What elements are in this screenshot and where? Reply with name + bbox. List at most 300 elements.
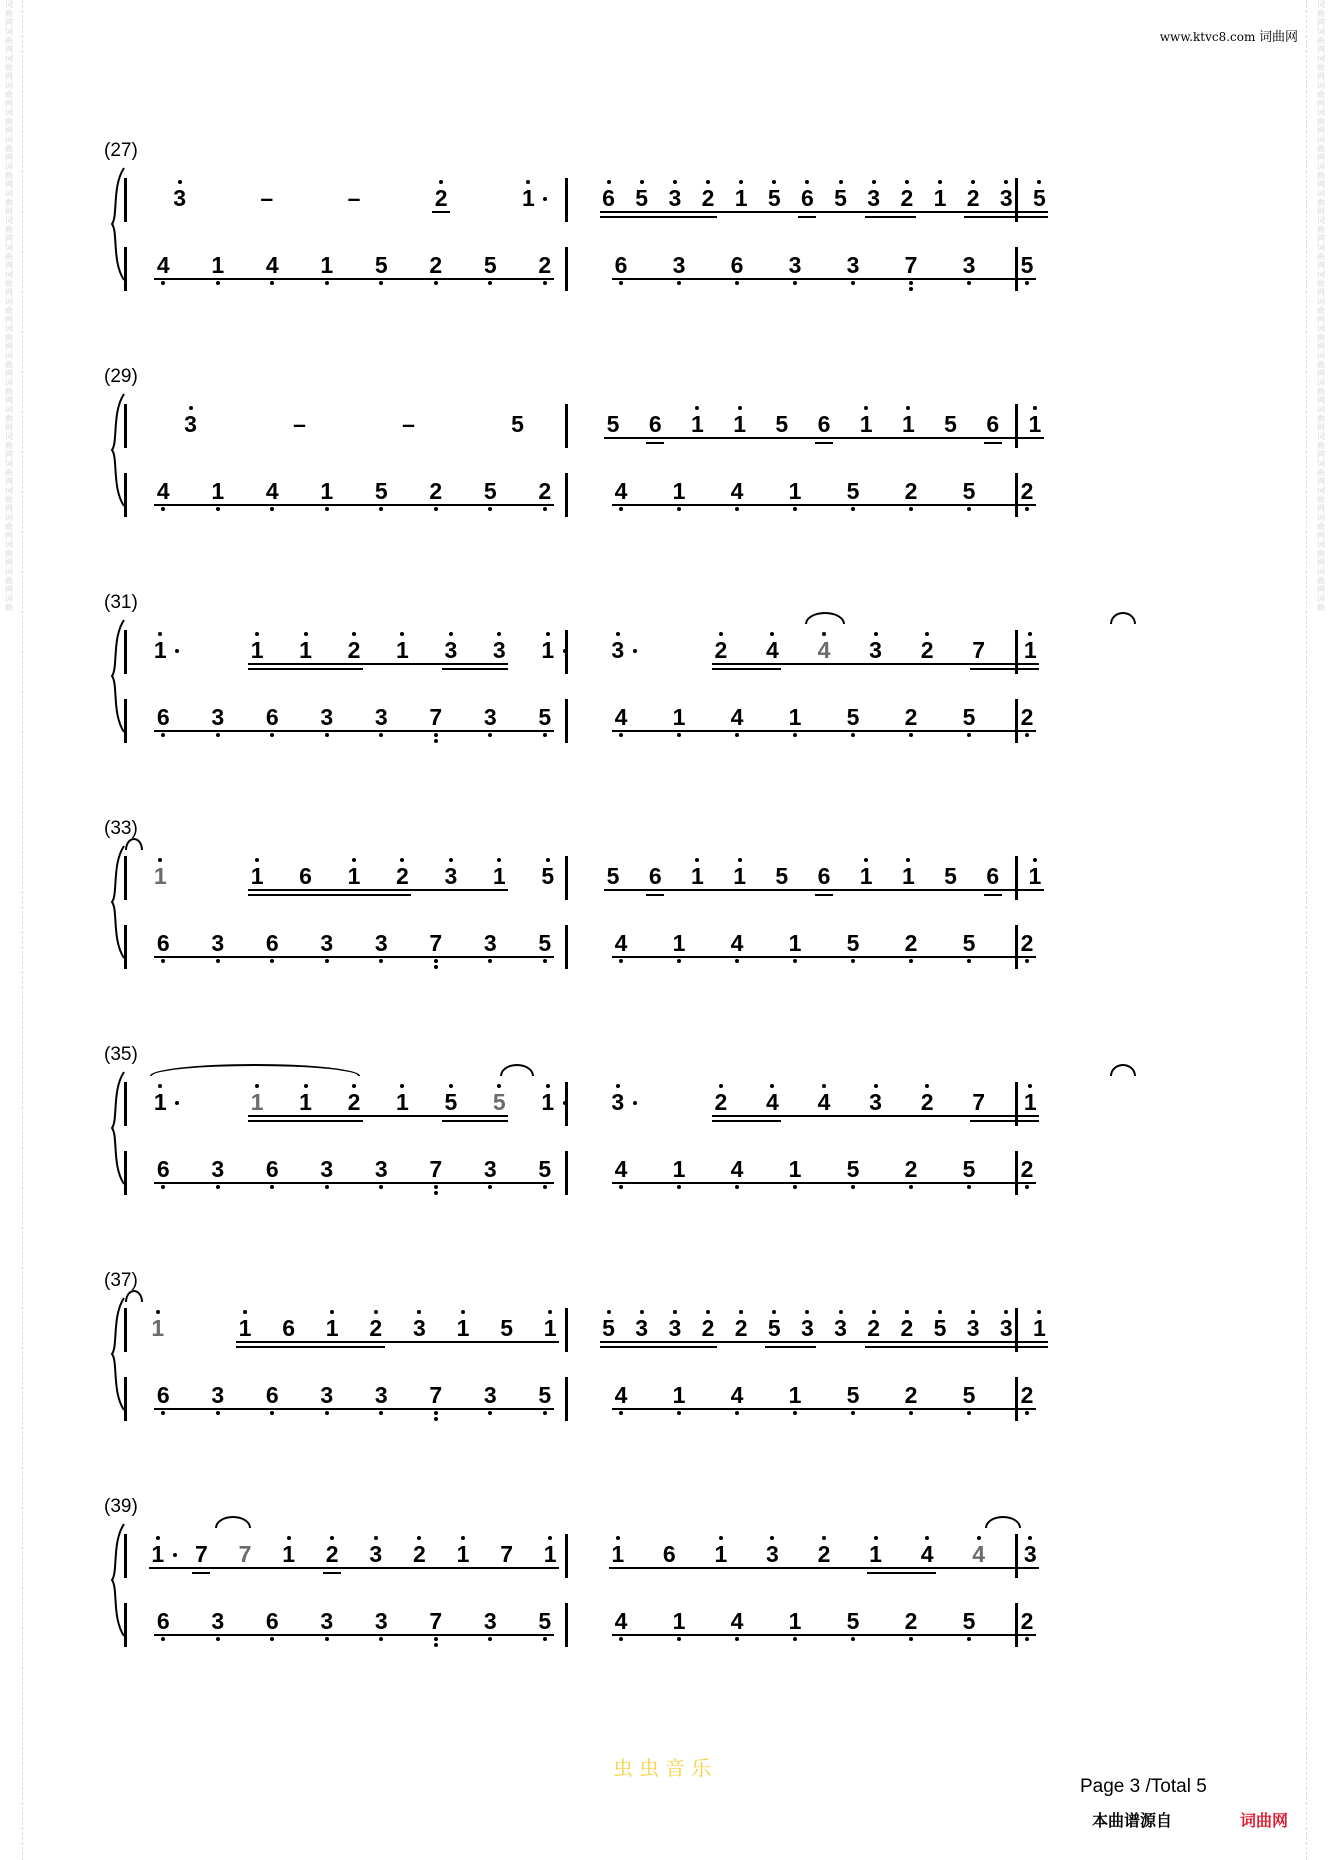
side-watermark-char: 词 <box>1317 432 1325 441</box>
note-digit: 2 <box>429 478 443 504</box>
octave-down-dot <box>488 1637 492 1641</box>
upper-note <box>339 636 369 664</box>
start-barline <box>124 404 127 448</box>
lower-note <box>896 251 926 279</box>
side-watermark-char: 词 <box>5 135 13 144</box>
upper-note <box>1015 636 1045 664</box>
lower-note <box>896 703 926 731</box>
lower-note <box>530 251 560 279</box>
note-digit: 5 <box>962 1156 976 1182</box>
octave-down-dot <box>793 507 797 511</box>
upper-note <box>1020 862 1050 890</box>
note-digit: 3 <box>211 1608 225 1634</box>
lower-note <box>475 1155 505 1183</box>
octave-down-dot <box>488 959 492 963</box>
upper-note <box>640 410 670 438</box>
upper-note <box>826 1314 856 1342</box>
octave-up-dot <box>255 632 259 636</box>
lower-note <box>896 929 926 957</box>
lower-note <box>312 703 342 731</box>
lower-note <box>530 703 560 731</box>
note-digit: 1 <box>788 1156 802 1182</box>
upper-note <box>535 1314 565 1342</box>
octave-up-dot <box>461 1536 465 1540</box>
octave-up-dot <box>417 1310 421 1314</box>
octave-down-dot <box>909 281 913 285</box>
beam-underline <box>712 1120 782 1122</box>
note-digit: 3 <box>374 1608 388 1634</box>
octave-down-dot <box>434 739 438 743</box>
note-digit: – <box>402 411 415 437</box>
side-watermark-char: 曲 <box>1317 549 1325 558</box>
upper-note <box>394 410 424 438</box>
note-digit: 7 <box>500 1541 513 1567</box>
note-digit: 1 <box>325 1315 339 1341</box>
upper-note <box>492 1314 522 1342</box>
lower-note <box>722 477 752 505</box>
upper-note <box>448 1314 478 1342</box>
octave-up-dot <box>616 1084 620 1088</box>
slur-mark <box>805 612 845 624</box>
octave-up-dot <box>925 632 929 636</box>
upper-note <box>1024 184 1054 212</box>
lower-note <box>475 1381 505 1409</box>
beam-underline <box>192 1572 210 1574</box>
page-number: Page 3 /Total 5 <box>1080 1776 1207 1797</box>
lower-note <box>421 1381 451 1409</box>
note-digit: 1 <box>672 1382 686 1408</box>
note-digit: 3 <box>444 863 458 889</box>
octave-down-dot <box>793 1411 797 1415</box>
lower-note <box>312 251 342 279</box>
lower-note <box>838 251 868 279</box>
note-digit: 3 <box>766 1541 779 1567</box>
upper-note <box>448 1540 478 1568</box>
note-digit: 4 <box>614 930 628 956</box>
octave-up-dot <box>158 632 162 636</box>
lower-note <box>664 703 694 731</box>
header-site-label <box>1160 26 1298 45</box>
note-digit: 2 <box>714 637 728 663</box>
octave-up-dot <box>640 1310 644 1314</box>
note-digit: 1 <box>250 637 264 663</box>
note-digit: – <box>260 185 274 211</box>
note-digit: 4 <box>730 1156 744 1182</box>
lower-note <box>1012 1155 1042 1183</box>
lower-note <box>312 1381 342 1409</box>
side-watermark-char: 词 <box>5 459 13 468</box>
side-watermark-char: 曲 <box>1317 441 1325 450</box>
beam-underline <box>646 894 664 896</box>
octave-down-dot <box>1025 1411 1029 1415</box>
slur-mark <box>500 1064 534 1076</box>
beam-underline <box>984 894 1002 896</box>
measure-number: (39) <box>104 1496 138 1517</box>
octave-up-dot <box>770 1536 774 1540</box>
beam-underline <box>798 216 816 218</box>
end-barline <box>1015 404 1018 448</box>
side-watermark-char: 网 <box>1317 45 1325 54</box>
note-digit: 1 <box>320 478 334 504</box>
beam-underline <box>600 216 717 218</box>
octave-up-dot <box>400 858 404 862</box>
side-watermark-char: 词 <box>1317 378 1325 387</box>
upper-note <box>893 862 923 890</box>
octave-up-dot <box>706 180 710 184</box>
beam-underline <box>970 668 1040 670</box>
octave-down-dot <box>909 959 913 963</box>
side-watermark-char: 曲 <box>5 333 13 342</box>
upper-note <box>291 636 321 664</box>
side-watermark-char: 曲 <box>1317 171 1325 180</box>
octave-down-dot <box>851 1411 855 1415</box>
side-watermark-char: 网 <box>1317 423 1325 432</box>
beam-underline <box>865 216 916 218</box>
side-watermark-char: 词 <box>1317 243 1325 252</box>
note-digit: 2 <box>538 478 552 504</box>
note-digit: 1 <box>396 1089 409 1115</box>
barline <box>565 178 568 222</box>
lower-note <box>257 1607 287 1635</box>
note-digit: – <box>293 411 306 437</box>
note-digit: 3 <box>444 637 458 663</box>
side-watermark-char: 网 <box>1317 396 1325 405</box>
octave-down-dot <box>619 281 623 285</box>
upper-note <box>165 184 195 212</box>
lower-note <box>1012 477 1042 505</box>
end-barline <box>1015 856 1018 900</box>
beam-underline <box>442 668 508 670</box>
lower-note <box>530 929 560 957</box>
octave-up-dot <box>772 1310 776 1314</box>
octave-up-dot <box>374 1536 378 1540</box>
upper-note <box>242 636 272 664</box>
octave-down-dot <box>619 1637 623 1641</box>
note-digit: 5 <box>846 478 860 504</box>
octave-down-dot <box>161 1637 165 1641</box>
octave-down-dot <box>851 1637 855 1641</box>
octave-up-dot <box>243 1310 247 1314</box>
upper-note <box>230 1540 260 1568</box>
lower-note <box>148 1381 178 1409</box>
note-digit: 3 <box>801 1315 814 1341</box>
note-digit: 5 <box>962 704 976 730</box>
side-watermark-char: 网 <box>5 261 13 270</box>
upper-note <box>859 1314 889 1342</box>
note-digit: 1 <box>282 1541 295 1567</box>
upper-note <box>361 1314 391 1342</box>
octave-up-dot <box>330 1310 334 1314</box>
lower-note <box>896 1607 926 1635</box>
note-digit: 1 <box>859 863 873 889</box>
note-digit: 3 <box>320 704 334 730</box>
lower-note <box>257 251 287 279</box>
side-watermark-char: 曲 <box>5 117 13 126</box>
octave-down-dot <box>967 281 971 285</box>
note-digit: 5 <box>775 411 789 437</box>
note-digit: 1 <box>320 252 334 278</box>
lower-note <box>203 929 233 957</box>
octave-down-dot <box>488 507 492 511</box>
lower-note <box>203 477 233 505</box>
octave-down-dot <box>967 1411 971 1415</box>
beam-underline <box>815 894 833 896</box>
side-watermark-char: 词 <box>5 216 13 225</box>
lower-note <box>257 703 287 731</box>
octave-down-dot <box>735 959 739 963</box>
note-digit: 6 <box>730 252 744 278</box>
side-watermark-char: 曲 <box>1317 198 1325 207</box>
upper-note <box>861 1088 891 1116</box>
beam-underline <box>248 889 508 891</box>
note-digit: 1 <box>859 411 873 437</box>
barline <box>565 699 568 743</box>
lower-note <box>838 1155 868 1183</box>
music-system <box>104 366 1220 526</box>
side-watermark-char: 曲 <box>1317 90 1325 99</box>
upper-note <box>339 184 369 212</box>
side-watermark-char: 曲 <box>5 495 13 504</box>
note-digit: 1 <box>211 252 225 278</box>
octave-up-dot <box>1004 180 1008 184</box>
side-watermark-char: 曲 <box>5 225 13 234</box>
note-digit: 1 <box>238 1315 252 1341</box>
upper-note <box>925 184 955 212</box>
side-watermark-char: 网 <box>1317 477 1325 486</box>
lower-note <box>780 1155 810 1183</box>
upper-note <box>242 1088 272 1116</box>
note-digit: 2 <box>347 637 361 663</box>
note-digit: 4 <box>614 1156 628 1182</box>
note-digit: 2 <box>920 1089 934 1115</box>
side-watermark-char: 网 <box>5 207 13 216</box>
note-digit: 3 <box>672 252 686 278</box>
side-watermark-char: 网 <box>5 153 13 162</box>
octave-down-dot <box>735 1637 739 1641</box>
octave-down-dot <box>379 1185 383 1189</box>
upper-note <box>317 1540 347 1568</box>
start-barline <box>124 1377 127 1421</box>
lower-note <box>421 703 451 731</box>
note-digit: 3 <box>483 1156 497 1182</box>
side-watermark-char: 词 <box>5 432 13 441</box>
lower-note <box>954 929 984 957</box>
octave-down-dot <box>735 507 739 511</box>
note-digit: 6 <box>156 1156 170 1182</box>
octave-down-dot <box>434 507 438 511</box>
side-watermark-char: 网 <box>5 450 13 459</box>
upper-note <box>706 1088 736 1116</box>
upper-note <box>893 410 923 438</box>
upper-note <box>912 1540 942 1568</box>
source-brand: 词曲网 <box>1240 1813 1289 1830</box>
octave-down-dot <box>677 733 681 737</box>
upper-note <box>725 410 755 438</box>
lower-note <box>896 1155 926 1183</box>
note-digit: 4 <box>766 1089 779 1115</box>
note-digit: 6 <box>648 863 662 889</box>
note-digit: 2 <box>1020 930 1034 956</box>
octave-down-dot <box>161 733 165 737</box>
octave-up-dot <box>352 632 356 636</box>
note-digit: 2 <box>429 252 443 278</box>
beam-underline <box>600 1346 717 1348</box>
note-digit: 2 <box>904 478 918 504</box>
note-digit: 5 <box>933 1315 947 1341</box>
octave-down-dot <box>379 1637 383 1641</box>
octave-up-dot <box>770 632 774 636</box>
music-system <box>104 1270 1220 1430</box>
lower-note <box>475 477 505 505</box>
system-brace <box>110 1070 130 1186</box>
octave-down-dot <box>325 281 329 285</box>
upper-note <box>598 862 628 890</box>
octave-up-dot <box>156 1536 160 1540</box>
start-barline <box>124 1603 127 1647</box>
note-digit: 5 <box>483 478 497 504</box>
upper-note <box>640 862 670 890</box>
lower-note <box>664 1381 694 1409</box>
octave-down-dot <box>793 733 797 737</box>
octave-up-dot <box>1037 180 1041 184</box>
lower-note <box>203 1607 233 1635</box>
side-watermark-char: 曲 <box>5 9 13 18</box>
side-watermark-char: 网 <box>1317 450 1325 459</box>
octave-up-dot <box>839 180 843 184</box>
start-barline <box>124 699 127 743</box>
barline <box>565 1151 568 1195</box>
lower-note <box>606 703 636 731</box>
side-watermark-char: 曲 <box>5 414 13 423</box>
octave-down-dot <box>488 1185 492 1189</box>
octave-down-dot <box>1025 959 1029 963</box>
octave-up-dot <box>158 1084 162 1088</box>
beam-underline <box>646 442 664 444</box>
octave-down-dot <box>851 1185 855 1189</box>
upper-note <box>533 862 563 890</box>
note-digit: 2 <box>734 1315 748 1341</box>
side-watermark-char: 网 <box>5 342 13 351</box>
measure-number: (31) <box>104 592 138 613</box>
note-digit: 2 <box>701 1315 715 1341</box>
octave-up-dot <box>695 858 699 862</box>
side-watermark-char: 词 <box>1317 459 1325 468</box>
note-digit: 2 <box>347 1089 361 1115</box>
note-digit: 7 <box>904 252 918 278</box>
note-digit: 6 <box>662 1541 676 1567</box>
octave-down-dot <box>379 507 383 511</box>
note-digit: 1 <box>543 1315 557 1341</box>
upper-note <box>387 1088 417 1116</box>
lower-note <box>530 1155 560 1183</box>
side-watermark-char: 词 <box>1317 81 1325 90</box>
octave-up-dot <box>864 406 868 410</box>
octave-down-dot <box>793 281 797 285</box>
note-digit: 3 <box>788 252 802 278</box>
note-digit: 6 <box>265 930 279 956</box>
side-watermark-char: 网 <box>5 369 13 378</box>
octave-up-dot <box>400 1084 404 1088</box>
beam-underline <box>612 730 1036 732</box>
side-watermark-char: 曲 <box>1317 495 1325 504</box>
beam-underline <box>612 278 1036 280</box>
upper-note <box>627 1314 657 1342</box>
octave-up-dot <box>439 180 443 184</box>
side-watermark-char: 词 <box>1317 594 1325 603</box>
augmentation-dot <box>633 649 637 653</box>
octave-down-dot <box>216 959 220 963</box>
octave-down-dot <box>434 1417 438 1421</box>
note-digit: 6 <box>156 1608 170 1634</box>
lower-note <box>203 251 233 279</box>
upper-note <box>759 184 789 212</box>
upper-note <box>892 1314 922 1342</box>
start-barline <box>124 925 127 969</box>
side-watermark-char: 曲 <box>1317 63 1325 72</box>
note-digit: 3 <box>668 1315 682 1341</box>
upper-note <box>387 636 417 664</box>
note-digit: 1 <box>153 863 167 889</box>
side-watermark-char: 网 <box>5 504 13 513</box>
lower-note <box>148 1155 178 1183</box>
note-digit: 1 <box>250 1089 264 1115</box>
upper-note <box>936 862 966 890</box>
note-digit: 1 <box>901 863 915 889</box>
upper-note <box>936 410 966 438</box>
octave-up-dot <box>695 406 699 410</box>
note-digit: 1 <box>396 637 409 663</box>
note-digit: 1 <box>672 1156 686 1182</box>
side-watermark-char: 网 <box>5 558 13 567</box>
octave-down-dot <box>735 281 739 285</box>
octave-down-dot <box>851 281 855 285</box>
beam-underline <box>609 1567 1039 1569</box>
note-digit: 5 <box>846 1608 860 1634</box>
note-digit: 3 <box>483 1382 497 1408</box>
octave-up-dot <box>738 858 742 862</box>
octave-up-dot <box>607 180 611 184</box>
upper-note <box>176 410 206 438</box>
note-digit: 3 <box>999 185 1013 211</box>
side-watermark-char: 曲 <box>5 198 13 207</box>
note-digit: 1 <box>672 478 686 504</box>
upper-note <box>726 1314 756 1342</box>
octave-down-dot <box>161 507 165 511</box>
octave-up-dot <box>938 1310 942 1314</box>
upper-note <box>958 1314 988 1342</box>
note-digit: 2 <box>369 1315 383 1341</box>
upper-note <box>861 1540 891 1568</box>
octave-up-dot <box>497 1084 501 1088</box>
note-digit: 4 <box>730 1382 744 1408</box>
upper-note <box>660 1314 690 1342</box>
upper-note <box>339 862 369 890</box>
octave-down-dot <box>677 507 681 511</box>
beam-underline <box>712 668 782 670</box>
side-watermark-char: 词 <box>5 54 13 63</box>
note-digit: 4 <box>156 478 170 504</box>
note-digit: 2 <box>1020 1382 1034 1408</box>
beam-underline <box>712 663 1039 665</box>
note-digit: 1 <box>933 185 947 211</box>
note-digit: 3 <box>867 185 881 211</box>
lower-note <box>780 1607 810 1635</box>
lower-note <box>664 1607 694 1635</box>
system-brace <box>110 1296 130 1412</box>
octave-down-dot <box>216 1185 220 1189</box>
beam-underline <box>964 216 1048 218</box>
note-digit: 5 <box>846 1156 860 1182</box>
